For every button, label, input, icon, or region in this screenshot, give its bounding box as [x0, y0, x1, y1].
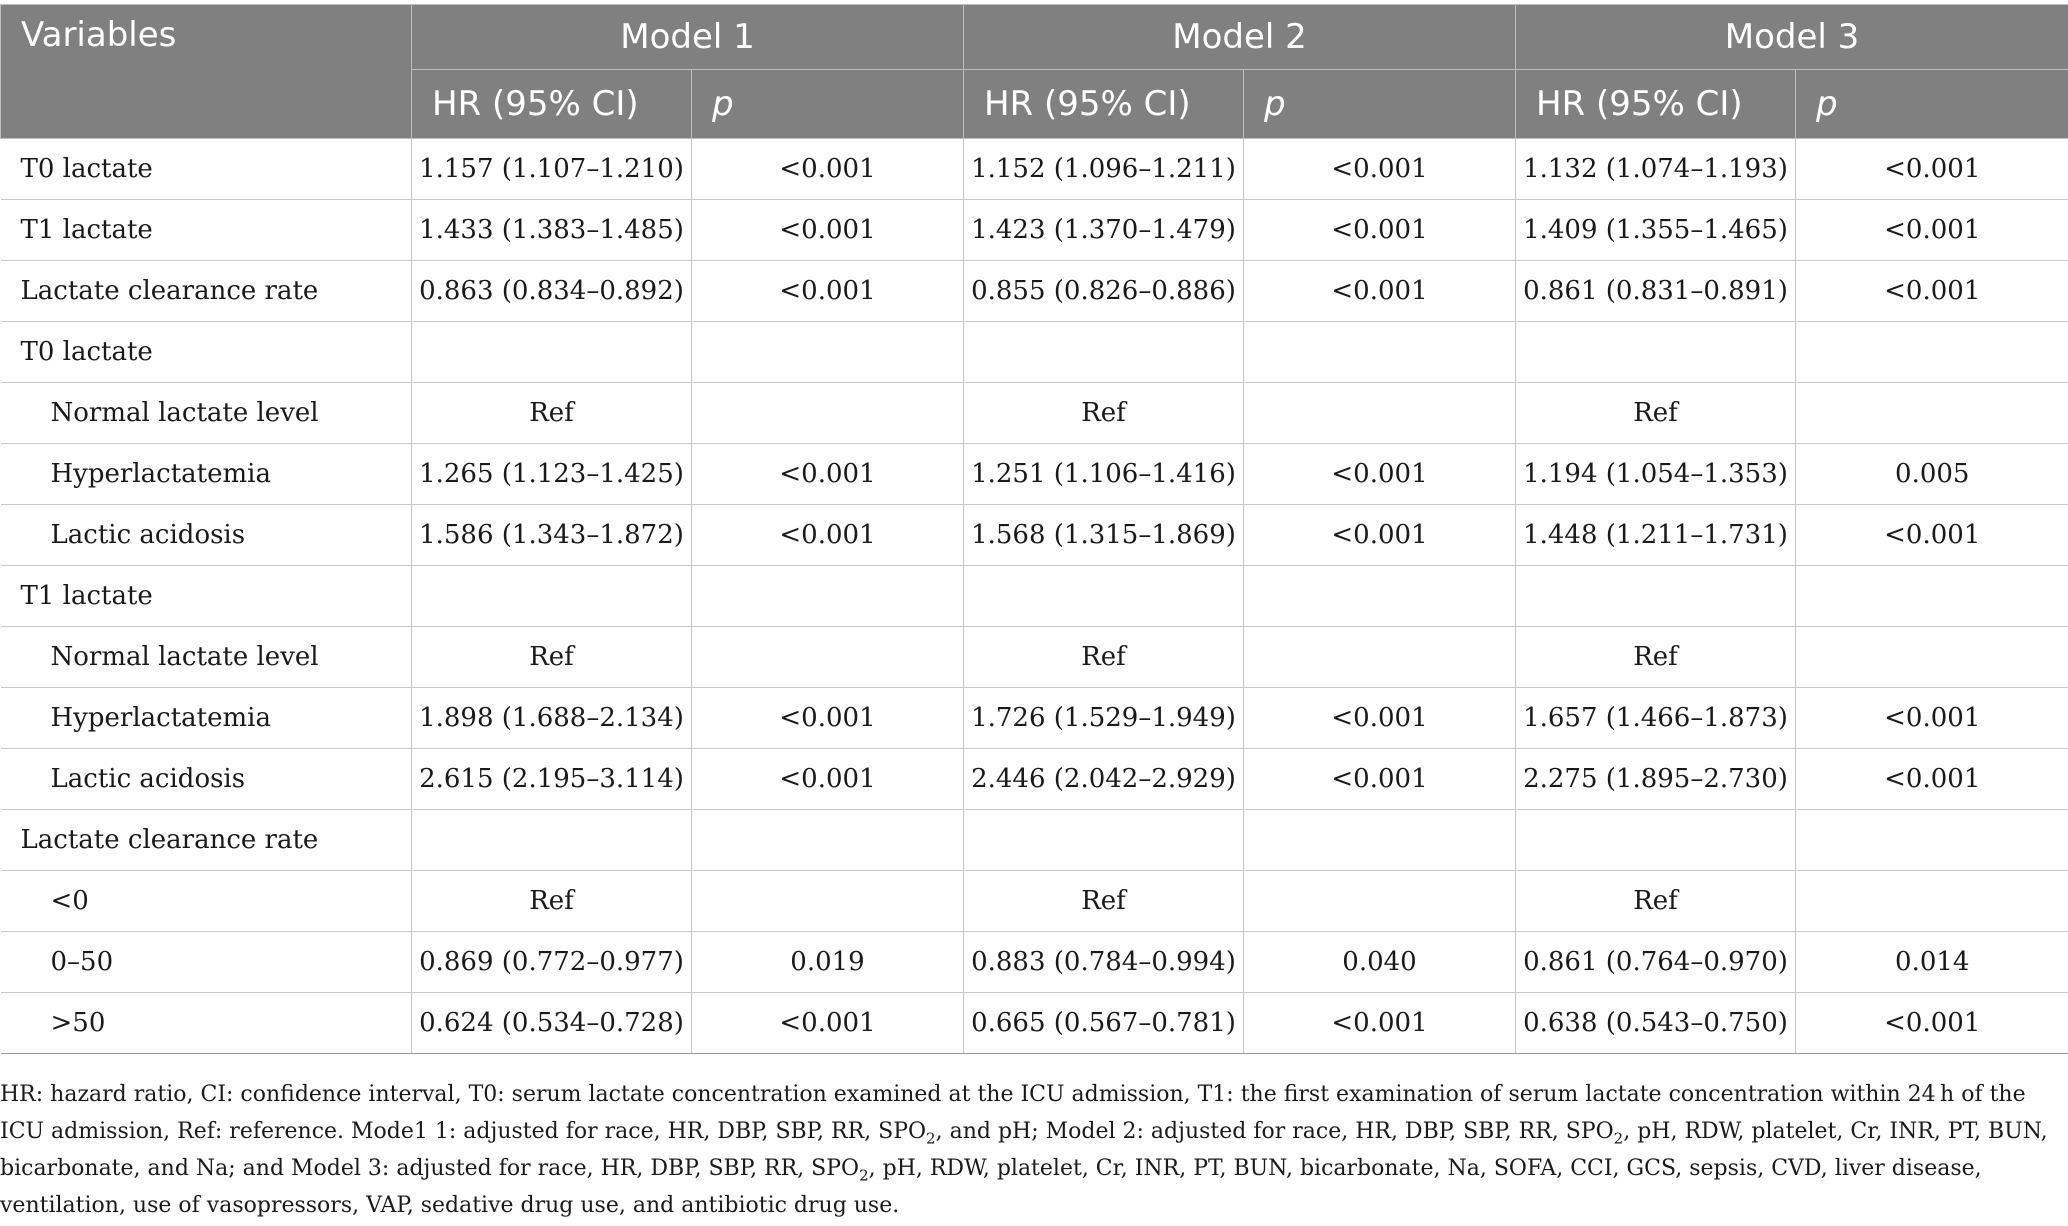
model-3-p-header: p	[1796, 70, 2068, 139]
model-2-p-cell: <0.001	[1244, 749, 1516, 810]
model-1-p-cell: 0.019	[692, 932, 964, 993]
footnote-text-3: , pH, RDW, platelet, Cr, INR, PT, BUN, bicarbonate, and Na; and Model 3: adjusted for race, HR, DBP, SBP, RR, SPO	[0, 1119, 2048, 1181]
row-label: Normal lactate level	[1, 383, 412, 444]
model-1-p-cell	[692, 627, 964, 688]
model-1-header: Model 1	[412, 5, 964, 70]
model-3-hr-cell: Ref	[1516, 627, 1796, 688]
footnote-subscript-2: 2	[1613, 1129, 1624, 1148]
model-1-p-cell: <0.001	[692, 505, 964, 566]
model-3-p-cell: <0.001	[1796, 688, 2068, 749]
model-3-hr-cell: 1.657 (1.466–1.873)	[1516, 688, 1796, 749]
table-row	[1, 993, 2068, 1054]
model-3-hr-cell: 0.861 (0.764–0.970)	[1516, 932, 1796, 993]
footnote-text-4: , pH, RDW, platelet, Cr, INR, PT, BUN, bicarbonate, Na, SOFA, CCI, GCS, sepsis, CVD, liver disease, ventilation, use of vasopressors, VAP, sedative drug use, and antibiotic drug use.	[0, 1156, 1982, 1218]
model-1-hr-cell: 0.869 (0.772–0.977)	[412, 932, 692, 993]
model-3-hr-cell	[1516, 566, 1796, 627]
model-3-p-cell: 0.005	[1796, 444, 2068, 505]
table-row	[1, 261, 2068, 322]
row-label: Lactic acidosis	[1, 505, 412, 566]
model-2-p-cell	[1244, 810, 1516, 871]
model-2-hr-cell: 2.446 (2.042–2.929)	[964, 749, 1244, 810]
row-label: Lactate clearance rate	[1, 810, 412, 871]
model-2-hr-cell	[964, 810, 1244, 871]
model-2-p-cell	[1244, 871, 1516, 932]
model-2-hr-cell: Ref	[964, 871, 1244, 932]
footnote-text-2: , and pH; Model 2: adjusted for race, HR, DBP, SBP, RR, SPO	[935, 1119, 1614, 1144]
table-row	[1, 444, 2068, 505]
model-1-hr-header: HR (95% CI)	[412, 70, 692, 139]
table-row	[1, 322, 2068, 383]
table-row	[1, 749, 2068, 810]
model-1-p-cell: <0.001	[692, 444, 964, 505]
model-3-hr-cell: 1.409 (1.355–1.465)	[1516, 200, 1796, 261]
model-3-hr-cell	[1516, 322, 1796, 383]
model-3-hr-cell: 0.638 (0.543–0.750)	[1516, 993, 1796, 1054]
table-row	[1, 627, 2068, 688]
model-2-header: Model 2	[964, 5, 1516, 70]
model-1-p-cell	[692, 566, 964, 627]
table-row	[1, 505, 2068, 566]
model-3-p-cell	[1796, 322, 2068, 383]
variables-header: Variables	[1, 5, 412, 139]
model-2-hr-cell: 1.423 (1.370–1.479)	[964, 200, 1244, 261]
model-3-hr-cell: 0.861 (0.831–0.891)	[1516, 261, 1796, 322]
table-row	[1, 871, 2068, 932]
hazard-ratio-table	[0, 4, 2068, 1054]
table-row	[1, 200, 2068, 261]
model-2-p-cell: <0.001	[1244, 993, 1516, 1054]
row-label: T0 lactate	[1, 322, 412, 383]
model-1-hr-cell: 1.265 (1.123–1.425)	[412, 444, 692, 505]
model-1-p-cell	[692, 810, 964, 871]
row-label: 0–50	[1, 932, 412, 993]
model-1-p-cell: <0.001	[692, 200, 964, 261]
model-1-p-cell: <0.001	[692, 993, 964, 1054]
model-2-hr-cell: Ref	[964, 383, 1244, 444]
model-1-p-header: p	[692, 70, 964, 139]
model-2-p-cell: <0.001	[1244, 261, 1516, 322]
model-3-p-cell	[1796, 810, 2068, 871]
model-1-hr-cell: Ref	[412, 383, 692, 444]
model-3-p-cell	[1796, 627, 2068, 688]
model-1-hr-cell	[412, 322, 692, 383]
row-label: T0 lactate	[1, 139, 412, 200]
model-3-hr-cell: Ref	[1516, 871, 1796, 932]
model-2-p-cell: <0.001	[1244, 200, 1516, 261]
model-2-hr-cell: Ref	[964, 627, 1244, 688]
model-3-p-cell: <0.001	[1796, 261, 2068, 322]
model-3-header: Model 3	[1516, 5, 2068, 70]
row-label: Hyperlactatemia	[1, 688, 412, 749]
model-1-hr-cell: 2.615 (2.195–3.114)	[412, 749, 692, 810]
table-footnote	[0, 1076, 2060, 1224]
model-2-p-cell: <0.001	[1244, 444, 1516, 505]
model-2-p-cell: 0.040	[1244, 932, 1516, 993]
model-2-hr-cell	[964, 322, 1244, 383]
model-3-p-cell: <0.001	[1796, 749, 2068, 810]
model-3-hr-cell	[1516, 810, 1796, 871]
table-body	[1, 139, 2068, 1054]
model-2-p-cell: <0.001	[1244, 688, 1516, 749]
table-header	[1, 5, 2068, 139]
model-1-p-cell	[692, 322, 964, 383]
model-2-p-cell	[1244, 322, 1516, 383]
row-label: Hyperlactatemia	[1, 444, 412, 505]
model-2-p-header: p	[1244, 70, 1516, 139]
model-1-hr-cell: 1.898 (1.688–2.134)	[412, 688, 692, 749]
model-1-hr-cell	[412, 810, 692, 871]
model-2-hr-cell	[964, 566, 1244, 627]
model-2-p-cell	[1244, 627, 1516, 688]
model-2-hr-cell: 0.883 (0.784–0.994)	[964, 932, 1244, 993]
model-1-p-cell	[692, 383, 964, 444]
model-3-hr-cell: Ref	[1516, 383, 1796, 444]
model-1-hr-cell: 0.624 (0.534–0.728)	[412, 993, 692, 1054]
model-2-p-cell: <0.001	[1244, 505, 1516, 566]
model-1-hr-cell: 1.433 (1.383–1.485)	[412, 200, 692, 261]
model-3-p-cell: <0.001	[1796, 139, 2068, 200]
model-3-p-cell	[1796, 566, 2068, 627]
model-3-hr-cell: 1.132 (1.074–1.193)	[1516, 139, 1796, 200]
model-1-p-cell: <0.001	[692, 749, 964, 810]
model-2-hr-cell: 0.855 (0.826–0.886)	[964, 261, 1244, 322]
model-1-p-cell: <0.001	[692, 261, 964, 322]
model-1-hr-cell: 1.586 (1.343–1.872)	[412, 505, 692, 566]
model-2-p-cell	[1244, 566, 1516, 627]
model-2-hr-header: HR (95% CI)	[964, 70, 1244, 139]
model-2-p-cell	[1244, 383, 1516, 444]
model-3-p-cell: 0.014	[1796, 932, 2068, 993]
table-row	[1, 383, 2068, 444]
model-1-p-cell: <0.001	[692, 688, 964, 749]
model-3-p-cell: <0.001	[1796, 200, 2068, 261]
model-3-p-cell	[1796, 871, 2068, 932]
model-3-p-cell	[1796, 383, 2068, 444]
model-1-hr-cell	[412, 566, 692, 627]
model-3-p-cell: <0.001	[1796, 505, 2068, 566]
table-row	[1, 139, 2068, 200]
model-3-hr-cell: 1.194 (1.054–1.353)	[1516, 444, 1796, 505]
row-label: Lactate clearance rate	[1, 261, 412, 322]
model-1-p-cell: <0.001	[692, 139, 964, 200]
model-1-hr-cell: Ref	[412, 627, 692, 688]
model-2-hr-cell: 1.251 (1.106–1.416)	[964, 444, 1244, 505]
model-1-p-cell	[692, 871, 964, 932]
row-label: T1 lactate	[1, 200, 412, 261]
model-2-hr-cell: 1.726 (1.529–1.949)	[964, 688, 1244, 749]
table-row	[1, 932, 2068, 993]
model-3-p-cell: <0.001	[1796, 993, 2068, 1054]
row-label: Normal lactate level	[1, 627, 412, 688]
model-1-hr-cell: 0.863 (0.834–0.892)	[412, 261, 692, 322]
table-row	[1, 688, 2068, 749]
model-2-hr-cell: 0.665 (0.567–0.781)	[964, 993, 1244, 1054]
model-3-hr-cell: 2.275 (1.895–2.730)	[1516, 749, 1796, 810]
model-2-hr-cell: 1.152 (1.096–1.211)	[964, 139, 1244, 200]
row-label: T1 lactate	[1, 566, 412, 627]
row-label: >50	[1, 993, 412, 1054]
row-label: Lactic acidosis	[1, 749, 412, 810]
footnote-subscript-3: 2	[859, 1166, 869, 1185]
model-2-hr-cell: 1.568 (1.315–1.869)	[964, 505, 1244, 566]
table-row	[1, 566, 2068, 627]
model-3-hr-header: HR (95% CI)	[1516, 70, 1796, 139]
model-1-hr-cell: 1.157 (1.107–1.210)	[412, 139, 692, 200]
table-container	[0, 4, 2068, 1054]
table-row	[1, 810, 2068, 871]
row-label: <0	[1, 871, 412, 932]
footnote-subscript-1: 2	[926, 1129, 936, 1148]
model-2-p-cell: <0.001	[1244, 139, 1516, 200]
model-3-hr-cell: 1.448 (1.211–1.731)	[1516, 505, 1796, 566]
model-1-hr-cell: Ref	[412, 871, 692, 932]
footnote-text-1: HR: hazard ratio, CI: confidence interval, T0: serum lactate concentration examined at the ICU admission, T1: the first examination of serum lactate concentration within 24 h of the ICU admission, Ref: reference. Mode1 1: adjusted for race, HR, DBP, SBP, RR, SPO	[0, 1082, 2026, 1144]
